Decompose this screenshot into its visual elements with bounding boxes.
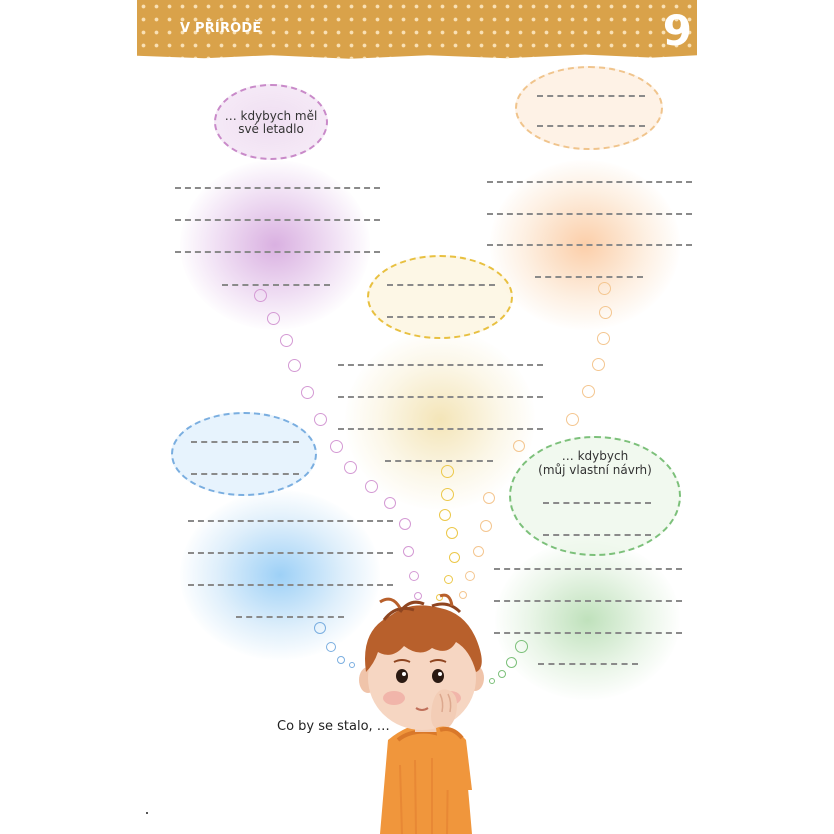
boy-illustration bbox=[340, 590, 510, 834]
thought-circle bbox=[288, 359, 301, 372]
thought-circle bbox=[515, 640, 528, 653]
thought-circle bbox=[314, 622, 326, 634]
answer-line[interactable] bbox=[494, 632, 682, 634]
answer-line[interactable] bbox=[175, 187, 380, 189]
blue-thought-bubble bbox=[171, 412, 317, 496]
answer-line[interactable] bbox=[222, 284, 330, 286]
stray-dot bbox=[146, 812, 148, 814]
prompt-caption: Co by se stalo, … bbox=[277, 719, 390, 734]
thought-circle bbox=[513, 440, 525, 452]
thought-circle bbox=[267, 312, 280, 325]
thought-circle bbox=[598, 282, 611, 295]
thought-circle bbox=[280, 334, 293, 347]
answer-line[interactable] bbox=[175, 251, 380, 253]
thought-circle bbox=[566, 413, 579, 426]
thought-circle bbox=[599, 306, 612, 319]
answer-line[interactable] bbox=[338, 428, 543, 430]
answer-line[interactable] bbox=[236, 616, 344, 618]
thought-circle bbox=[465, 571, 475, 581]
thought-circle bbox=[592, 358, 605, 371]
answer-line[interactable] bbox=[338, 396, 543, 398]
green-bubble-text-line2: (můj vlastní návrh) bbox=[538, 463, 652, 477]
thought-circle bbox=[439, 509, 451, 521]
thought-circle bbox=[409, 571, 419, 581]
section-title: V PŘÍRODĚ bbox=[180, 21, 262, 36]
answer-line[interactable] bbox=[543, 534, 651, 536]
thought-circle bbox=[582, 385, 595, 398]
answer-line[interactable] bbox=[191, 441, 299, 443]
thought-circle bbox=[254, 289, 267, 302]
thought-circle bbox=[597, 332, 610, 345]
answer-line[interactable] bbox=[537, 95, 645, 97]
answer-line[interactable] bbox=[537, 125, 645, 127]
thought-circle bbox=[441, 488, 454, 501]
answer-line[interactable] bbox=[188, 520, 393, 522]
thought-circle bbox=[384, 497, 396, 509]
thought-circle bbox=[441, 465, 454, 478]
thought-circle bbox=[403, 546, 414, 557]
answer-line[interactable] bbox=[494, 600, 682, 602]
thought-circle bbox=[473, 546, 484, 557]
answer-line[interactable] bbox=[494, 568, 682, 570]
thought-circle bbox=[399, 518, 411, 530]
thought-circle bbox=[314, 413, 327, 426]
thought-circle bbox=[365, 480, 378, 493]
green-watercolor-blob bbox=[495, 540, 680, 700]
thought-circle bbox=[446, 527, 458, 539]
green-bubble-text-line1: … kdybych bbox=[561, 449, 629, 463]
answer-line[interactable] bbox=[175, 219, 380, 221]
answer-line[interactable] bbox=[487, 213, 692, 215]
answer-line[interactable] bbox=[188, 584, 393, 586]
thought-circle bbox=[449, 552, 460, 563]
answer-line[interactable] bbox=[535, 276, 643, 278]
green-thought-bubble bbox=[509, 436, 681, 556]
thought-circle bbox=[301, 386, 314, 399]
purple-bubble-text: … kdybych měl své letadlo bbox=[224, 109, 318, 136]
answer-line[interactable] bbox=[188, 552, 393, 554]
answer-line[interactable] bbox=[338, 364, 543, 366]
purple-watercolor-blob bbox=[180, 160, 370, 330]
thought-circle bbox=[330, 440, 343, 453]
thought-circle bbox=[344, 461, 357, 474]
answer-line[interactable] bbox=[387, 284, 495, 286]
answer-line[interactable] bbox=[387, 316, 495, 318]
thought-circle bbox=[483, 492, 495, 504]
answer-line[interactable] bbox=[543, 502, 651, 504]
answer-line[interactable] bbox=[385, 460, 493, 462]
chapter-number: 9 bbox=[662, 6, 692, 55]
answer-line[interactable] bbox=[487, 244, 692, 246]
answer-line[interactable] bbox=[487, 181, 692, 183]
thought-circle bbox=[326, 642, 336, 652]
thought-circle bbox=[480, 520, 492, 532]
orange-thought-bubble bbox=[515, 66, 663, 150]
yellow-thought-bubble bbox=[367, 255, 513, 339]
thought-circle bbox=[444, 575, 453, 584]
purple-thought-bubble bbox=[214, 84, 328, 160]
answer-line[interactable] bbox=[191, 473, 299, 475]
answer-line[interactable] bbox=[538, 663, 638, 665]
